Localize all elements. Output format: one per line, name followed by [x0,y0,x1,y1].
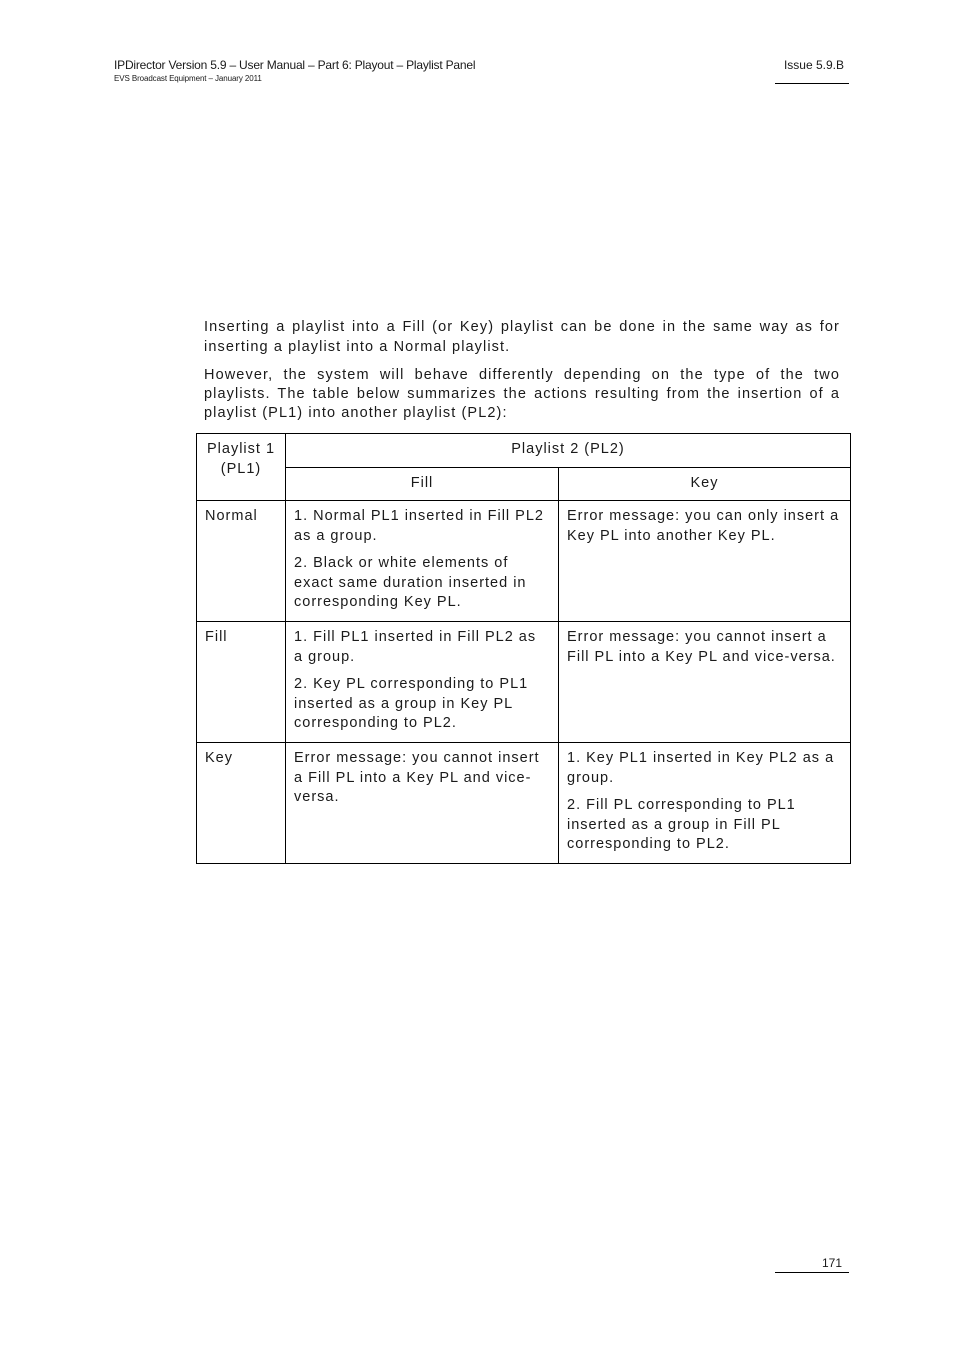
document-subtitle: EVS Broadcast Equipment – January 2011 [114,74,262,83]
table-header-row [197,434,851,468]
table-row [197,622,851,743]
document-title: IPDirector Version 5.9 – User Manual – Part 6: Playout – Playlist Panel [114,58,476,72]
cell-text: 2. Fill PL corresponding to PL1 inserted as a group in Fill PL corresponding to PL2. [567,797,796,852]
table-row [197,501,851,622]
row-label: Normal [197,501,286,622]
fill-cell [286,743,559,864]
header-rule [775,83,849,84]
fill-cell [286,501,559,622]
page-number: 171 [821,1256,842,1270]
cell-text: 1. Fill PL1 inserted in Fill PL2 as a group. [294,629,537,665]
row-label: Key [197,743,286,864]
cell-text: 1. Normal PL1 inserted in Fill PL2 as a group. [294,508,544,544]
group-header: Playlist 2 (PL2) [286,434,851,468]
cell-text: Error message: you cannot insert a Fill PL into a Key PL and vice-versa. [294,750,540,805]
insertion-behaviour-table [196,433,851,864]
table-row [197,743,851,864]
table-subheader-row [197,468,851,501]
fill-cell [286,622,559,743]
column-header-fill: Fill [286,468,559,501]
footer-rule [775,1272,849,1273]
cell-text: 1. Key PL1 inserted in Key PL2 as a group. [567,750,835,786]
key-cell [559,743,851,864]
issue-label: Issue 5.9.B [783,58,844,72]
cell-text: Error message: you can only insert a Key PL into another Key PL. [567,508,840,544]
explanation-paragraph: However, the system will behave differently depending on the type of the two playlists. The table below summarizes the actions resulting from the insertion of a playlist (PL1) into another playlist (PL2): [204,367,840,421]
row-label: Fill [197,622,286,743]
page-header [114,58,475,84]
key-cell [559,501,851,622]
key-cell [559,622,851,743]
intro-paragraph: Inserting a playlist into a Fill (or Key) playlist can be done in the same way as for inserting a playlist into a Normal playlist. [204,319,840,355]
corner-header: Playlist 1 (PL1) [197,434,286,501]
cell-text: Error message: you cannot insert a Fill PL into a Key PL and vice-versa. [567,629,836,665]
column-header-key: Key [559,468,851,501]
cell-text: 2. Black or white elements of exact same duration inserted in corresponding Key PL. [294,555,527,610]
cell-text: 2. Key PL corresponding to PL1 inserted as a group in Key PL corresponding to PL2. [294,676,529,731]
